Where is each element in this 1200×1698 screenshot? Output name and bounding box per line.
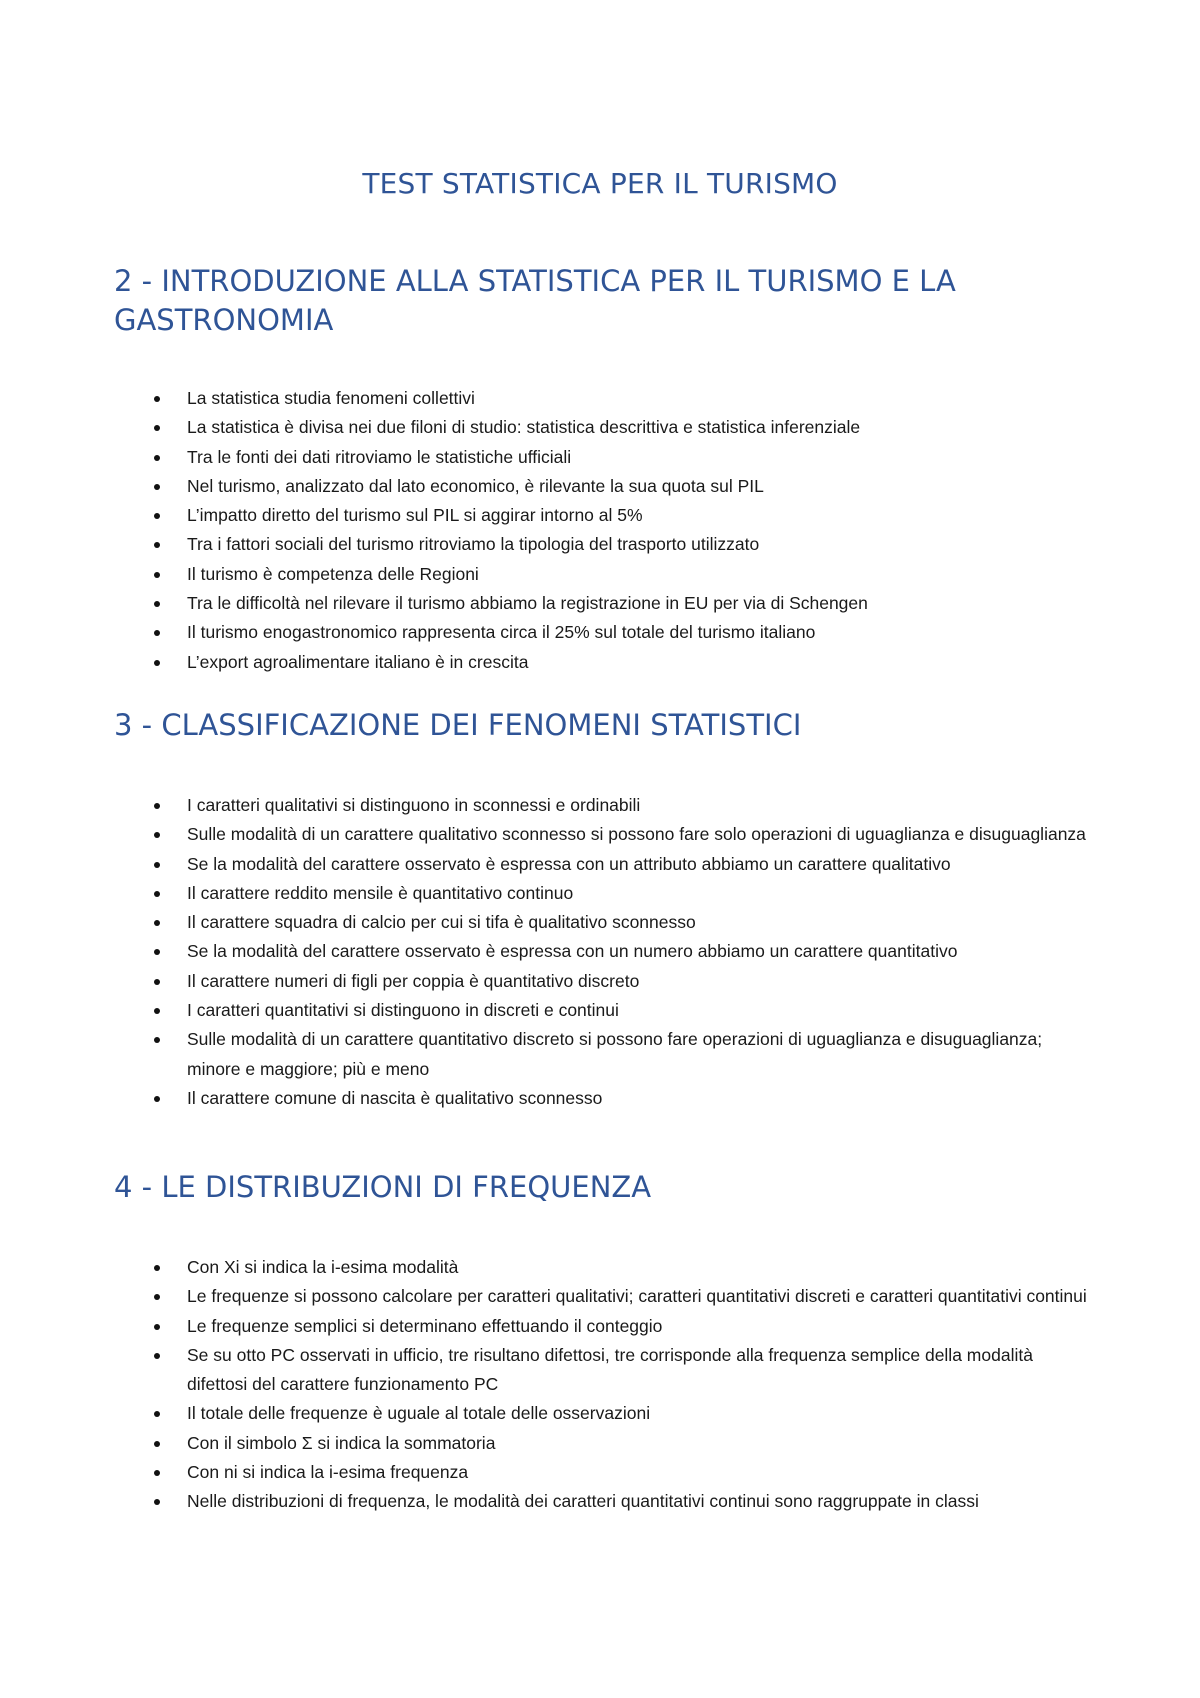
bullet-icon [154, 1265, 160, 1271]
list-item-text: Nelle distribuzioni di frequenza, le modalità dei caratteri quantitativi continui sono raggruppate in classi [187, 1491, 979, 1512]
list-item [154, 996, 1094, 1025]
list-item [154, 850, 1094, 879]
list-item-text: L’impatto diretto del turismo sul PIL si aggirar intorno al 5% [187, 505, 643, 526]
bullet-icon [154, 1324, 160, 1330]
bullet-icon [154, 425, 160, 431]
list-item [154, 1458, 1094, 1487]
list-item-text: L’export agroalimentare italiano è in crescita [187, 651, 529, 672]
list-item [154, 820, 1094, 849]
list-item-text: I caratteri qualitativi si distinguono in sconnessi e ordinabili [187, 795, 641, 815]
section-distribuzioni [114, 1168, 1087, 1512]
list-item-text: Nel turismo, analizzato dal lato economico, è rilevante la sua quota sul PIL [187, 475, 764, 496]
list-item-text: Con ni si indica la i-esima frequenza [187, 1462, 469, 1483]
list-item-text: Con il simbolo Σ si indica la sommatoria [187, 1432, 496, 1453]
list-item-text: Tra i fattori sociali del turismo ritroviamo la tipologia del trasporto utilizzato [187, 534, 760, 555]
list-item-text: La statistica studia fenomeni collettivi [187, 388, 475, 408]
list-item-text: Il turismo è competenza delle Regioni [187, 563, 479, 584]
bullet-icon [154, 455, 160, 461]
bullet-icon [154, 396, 160, 402]
list-item [154, 1025, 1094, 1084]
list-item [154, 908, 1094, 937]
bullet-icon [154, 891, 160, 897]
bullet-icon [154, 542, 160, 548]
bullet-icon [154, 1294, 160, 1300]
bullet-icon [154, 484, 160, 490]
list-item-text: Tra le difficoltà nel rilevare il turismo abbiamo la registrazione in EU per via di Schengen [187, 593, 868, 614]
list-item-text: Se su otto PC osservati in ufficio, tre risultano difettosi, tre corrisponde alla frequenza semplice della modalità difettosi del carattere funzionamento PC [187, 1344, 1033, 1395]
bullet-icon [154, 572, 160, 578]
bullet-icon [154, 1470, 160, 1476]
bullet-list [154, 384, 1094, 677]
bullet-icon [154, 1499, 160, 1505]
list-item [154, 1487, 1094, 1516]
list-item [154, 1282, 1094, 1311]
section-heading: 3 - CLASSIFICAZIONE DEI FENOMENI STATISTICI [114, 708, 802, 742]
bullet-icon [154, 1008, 160, 1014]
section-heading: 2 - INTRODUZIONE ALLA STATISTICA PER IL TURISMO E LA GASTRONOMIA [114, 264, 956, 337]
list-item [154, 501, 1094, 530]
section-heading: 4 - LE DISTRIBUZIONI DI FREQUENZA [114, 1170, 652, 1204]
list-item-text: La statistica è divisa nei due filoni di studio: statistica descrittiva e statistica inferenziale [187, 417, 861, 438]
bullet-icon [154, 979, 160, 985]
list-item-text: Con Xi si indica la i-esima modalità [187, 1257, 459, 1277]
section-introduzione [114, 262, 1074, 672]
list-item [154, 618, 1094, 647]
bullet-icon [154, 1411, 160, 1417]
list-item [154, 1341, 1094, 1400]
bullet-icon [154, 601, 160, 607]
list-item [154, 648, 1094, 677]
list-item [154, 791, 1094, 820]
bullet-icon [154, 1096, 160, 1102]
list-item-text: Sulle modalità di un carattere qualitativo sconnesso si possono fare solo operazioni di uguaglianza e disuguaglianza [187, 824, 1086, 845]
list-item [154, 967, 1094, 996]
bullet-list [154, 791, 1094, 1113]
list-item-text: Le frequenze semplici si determinano effettuando il conteggio [187, 1315, 663, 1336]
list-item [154, 1084, 1094, 1113]
list-item-text: Le frequenze si possono calcolare per caratteri qualitativi; caratteri quantitativi discreti e caratteri quantitativi continui [187, 1286, 1087, 1307]
list-item [154, 530, 1094, 559]
list-item-text: Il carattere comune di nascita è qualitativo sconnesso [187, 1087, 603, 1108]
list-item [154, 937, 1094, 966]
list-item-text: Se la modalità del carattere osservato è espressa con un numero abbiamo un carattere quantitativo [187, 941, 958, 962]
bullet-icon [154, 513, 160, 519]
bullet-icon [154, 832, 160, 838]
list-item [154, 589, 1094, 618]
list-item-text: Sulle modalità di un carattere quantitativo discreto si possono fare operazioni di uguaglianza e disuguaglianza; minore e maggiore; più e meno [187, 1029, 1043, 1079]
list-item-text: Il carattere numeri di figli per coppia è quantitativo discreto [187, 970, 640, 991]
bullet-icon [154, 803, 160, 809]
list-item-text: Tra le fonti dei dati ritroviamo le statistiche ufficiali [187, 446, 572, 467]
list-item [154, 1429, 1094, 1458]
list-item-text: Se la modalità del carattere osservato è espressa con un attributo abbiamo un carattere qualitativo [187, 853, 951, 874]
list-item-text: I caratteri quantitativi si distinguono in discreti e continui [187, 1000, 619, 1021]
list-item [154, 472, 1094, 501]
bullet-icon [154, 630, 160, 636]
list-item [154, 560, 1094, 589]
bullet-icon [154, 1441, 160, 1447]
bullet-list [154, 1253, 1094, 1517]
bullet-icon [154, 660, 160, 666]
bullet-icon [154, 1037, 160, 1043]
list-item-text: Il carattere squadra di calcio per cui si tifa è qualitativo sconnesso [187, 912, 696, 933]
list-item [154, 384, 1094, 413]
bullet-icon [154, 920, 160, 926]
list-item-text: Il totale delle frequenze è uguale al totale delle osservazioni [187, 1403, 651, 1424]
bullet-icon [154, 1353, 160, 1359]
document-title: TEST STATISTICA PER IL TURISMO [362, 167, 838, 200]
bullet-icon [154, 949, 160, 955]
list-item [154, 1312, 1094, 1341]
list-item [154, 1399, 1094, 1428]
list-item-text: Il carattere reddito mensile è quantitativo continuo [187, 882, 574, 903]
list-item [154, 1253, 1094, 1282]
list-item [154, 413, 1094, 442]
list-item [154, 879, 1094, 908]
list-item [154, 443, 1094, 472]
bullet-icon [154, 862, 160, 868]
section-classificazione [114, 706, 1086, 1108]
list-item-text: Il turismo enogastronomico rappresenta circa il 25% sul totale del turismo italiano [187, 622, 816, 643]
